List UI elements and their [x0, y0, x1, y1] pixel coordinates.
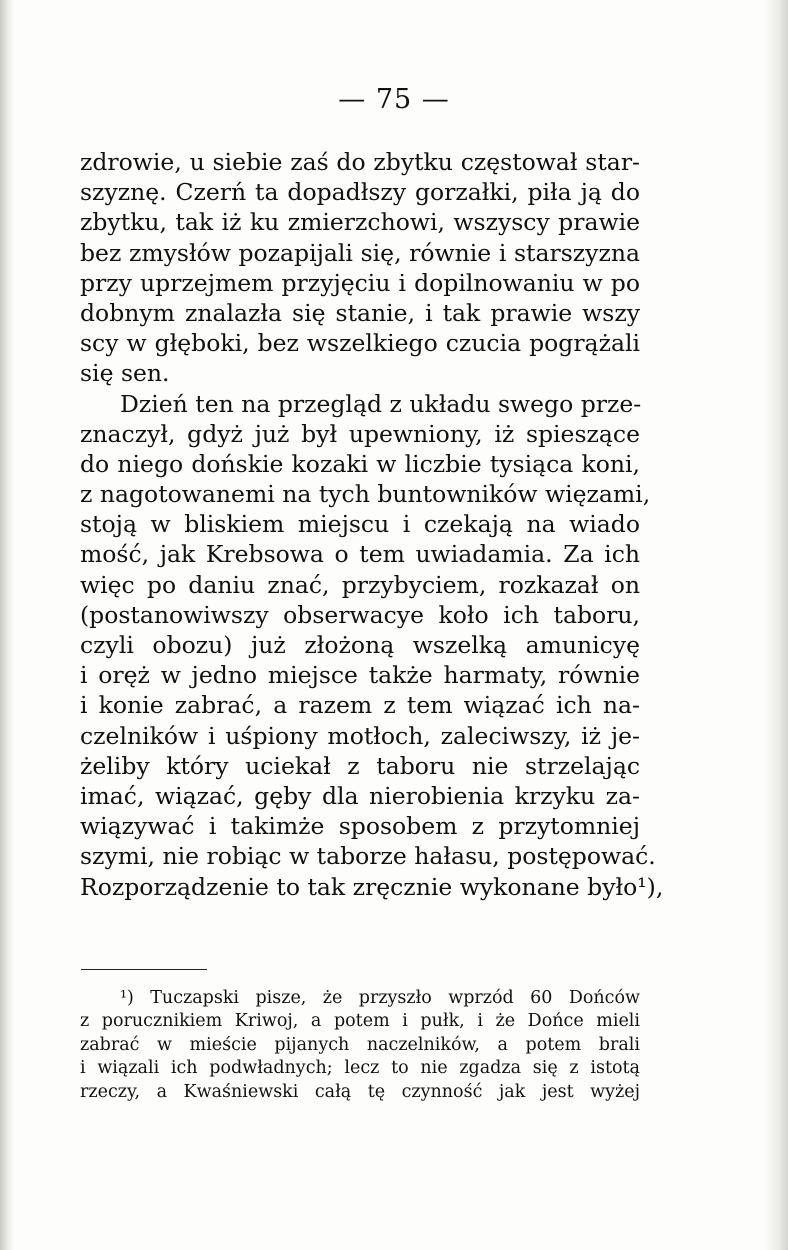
footnote-line: rzeczy, a Kwaśniewski całą tę czynność jak jest wyżej — [80, 1081, 640, 1102]
text-line: (postanowiwszy obserwacye koło ich taboru, — [80, 600, 640, 629]
text-line: żeliby który uciekał z taboru nie strzelając — [80, 751, 640, 780]
footnote-line: zabrać w mieście pijanych naczelników, a potem brali — [80, 1034, 640, 1055]
page-edge-right-shadow — [764, 0, 788, 1250]
text-line: z nagotowanemi na tych buntowników więzami, — [80, 480, 651, 509]
page-number: — 75 — — [338, 84, 450, 115]
main-text-block — [80, 147, 664, 902]
text-line: imać, wiązać, gęby dla nierobienia krzyku za- — [80, 781, 640, 810]
footnote-line: i wiązali ich podwładnych; lecz to nie zgadza się z istotą — [80, 1058, 640, 1079]
text-line: scy w głęboki, bez wszelkiego czucia pogrążali — [80, 329, 640, 358]
text-line: szymi, nie robiąc w taborze hałasu, postępować. — [80, 842, 656, 871]
text-line: wiązywać i takimże sposobem z przytomniej — [80, 812, 640, 841]
footnote-separator — [81, 969, 207, 970]
text-line: bez zmysłów pozapijali się, równie i starszyzna — [80, 238, 640, 267]
footnote-line: ¹) Tuczapski pisze, że przyszło wprzód 60 Dońców — [120, 988, 640, 1008]
footnote-block — [80, 987, 640, 1104]
text-line: przy uprzejmem przyjęciu i dopilnowaniu w po — [80, 268, 640, 297]
text-line: więc po daniu znać, przybyciem, rozkazał on — [80, 570, 640, 599]
text-line: czyli obozu) już złożoną wszelką amunicyę — [80, 631, 640, 659]
footnote-line: z porucznikiem Kriwoj, a potem i pułk, i że Dońce mieli — [80, 1011, 640, 1032]
text-line: dobnym znalazła się stanie, i tak prawie wszy — [80, 298, 640, 327]
text-line: zdrowie, u siebie zaś do zbytku częstował star- — [80, 148, 640, 176]
text-line-paragraph-end: się sen. — [80, 359, 170, 388]
text-line: zbytku, tak iż ku zmierzchowi, wszyscy prawie — [80, 208, 640, 237]
text-line: i konie zabrać, a razem z tem wiązać ich na- — [80, 691, 640, 720]
text-line: mość, jak Krebsowa o tem uwiadamia. Za ich — [80, 540, 640, 569]
text-line: i oręż w jedno miejsce także harmaty, równie — [80, 661, 640, 690]
text-line: czelników i uśpiony motłoch, zaleciwszy, iż je- — [80, 721, 640, 750]
text-line: stoją w bliskiem miejscu i czekają na wiado — [80, 510, 640, 539]
page-edge-left-shadow — [0, 0, 14, 1250]
text-line: do niego dońskie kozaki w liczbie tysiąca koni, — [80, 449, 640, 478]
text-line-paragraph-start: Dzień ten na przegląd z układu swego prze- — [120, 389, 642, 418]
text-line: szyznę. Czerń ta dopadłszy gorzałki, piła ją do — [80, 178, 640, 207]
text-line: Rozporządzenie to tak zręcznie wykonane było¹), — [80, 872, 664, 901]
text-line: znaczył, gdyż już był upewniony, iż spieszące — [80, 419, 640, 448]
